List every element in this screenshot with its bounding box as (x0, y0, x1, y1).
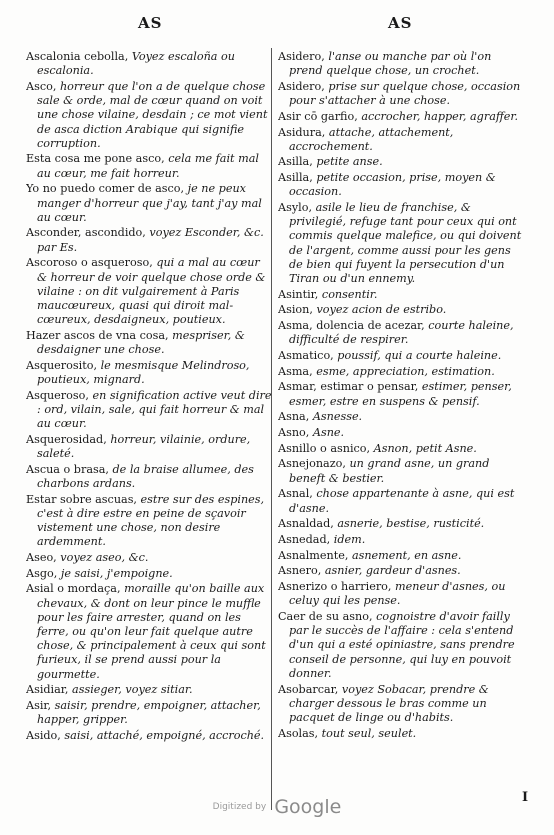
entry-definition: voyez Esconder, &c. par Es. (37, 226, 264, 254)
entry-definition: poussif, qui a courte haleine. (337, 349, 502, 363)
entry-headword: Ascoroso o asqueroso, (26, 256, 157, 270)
entry-headword: Asquerosidad, (26, 432, 111, 446)
entry-headword: Asidiar, (26, 683, 73, 697)
dictionary-entry (26, 359, 272, 387)
running-header (0, 14, 554, 34)
entry-definition: Asnon, petit Asne. (373, 441, 477, 455)
right-column (278, 50, 524, 770)
dictionary-entry (278, 155, 524, 169)
dictionary-entry (26, 729, 272, 743)
dictionary-entry (26, 683, 272, 697)
entry-headword: Asmar, estimar o pensar, (278, 380, 422, 394)
catchword: I (522, 790, 529, 805)
entry-headword: Asintir, (278, 287, 322, 301)
dictionary-entry (278, 442, 524, 456)
entry-headword: Asnal, (278, 487, 317, 501)
entry-definition: voyez acion de estribo. (316, 303, 447, 317)
entry-headword: Estar sobre ascuas, (26, 492, 141, 506)
entry-definition: qui a mal au cœur & horreur de voir quelque chose orde & vilaine : on dit vulgairement à Paris maucœureux, quasi qui diroit mal-cœureux, desdaigneux, poutieux. (37, 256, 266, 327)
entry-definition: voyez Sobacar, prendre & charger dessous le bras comme un pacquet de linge ou d'habits. (289, 682, 489, 724)
entry-definition: je ne peux manger d'horreur que j'ay, tant j'ay mal au cœur. (37, 182, 262, 224)
entry-definition: asile le lieu de franchise, & privilegié, refuge tant pour ceux qui ont commis quelque malefice, ou qui doivent de l'argent, comme aussi pour les gens de bien qui fuyent la persecution d'un Tiran ou d'un ennemy. (289, 201, 522, 286)
dictionary-entry (26, 329, 272, 357)
dictionary-entry (26, 50, 272, 78)
entry-headword: Asgo, (26, 566, 61, 580)
dictionary-entry (278, 365, 524, 379)
entry-definition: cela me fait mal au cœur, me fait horreur. (37, 152, 259, 180)
dictionary-entry (278, 610, 524, 681)
entry-definition: Asnesse. (312, 410, 363, 424)
entry-definition: estimer, penser, esmer, estre en suspens & pensif. (289, 380, 512, 408)
entry-definition: petite occasion, prise, moyen & occasion. (289, 171, 496, 199)
entry-headword: Asolas, (278, 726, 322, 740)
entry-headword: Asnejonazo, (278, 457, 350, 471)
dictionary-entry (278, 410, 524, 424)
entry-definition: horreur que l'on a de quelque chose sale & orde, mal de cœur quand on voit une chose vilaine, desdain ; ce mot vient de asca diction Arabique qui signifie corruption. (37, 79, 268, 150)
dictionary-entry (278, 517, 524, 531)
entry-definition: moraille qu'on baille aux chevaux, & dont on leur pince le muffle pour les faire arrester, quand on les ferre, ou qu'on leur fait quelque autre chose, & principalement à ceux qui sont furieux, il se prend aussi pour la gourmette. (37, 582, 266, 681)
dictionary-entry (278, 80, 524, 108)
dictionary-entry (278, 549, 524, 563)
entry-headword: Ascua o brasa, (26, 462, 113, 476)
entry-headword: Aseo, (26, 550, 61, 564)
entry-definition: saisir, prendre, empoigner, attacher, happer, gripper. (37, 698, 261, 727)
entry-definition: asnier, gardeur d'asnes. (324, 564, 461, 578)
entry-headword: Asylo, (278, 201, 316, 215)
entry-headword: Asial o mordaça, (26, 582, 125, 596)
entry-headword: Asno, (278, 426, 313, 440)
dictionary-entry (26, 699, 272, 727)
entry-definition: de la braise allumee, des charbons ardans. (37, 462, 254, 490)
entry-definition: Voyez escaloña ou escalonia. (37, 50, 235, 78)
entry-definition: le mesmisque Melindroso, poutieux, mignard. (37, 358, 250, 386)
dictionary-entry (278, 288, 524, 302)
digitized-by-text: Digitized by (212, 802, 267, 812)
dictionary-entry (278, 580, 524, 608)
entry-definition: je saisi, j'empoigne. (60, 566, 173, 580)
entry-definition: attache, attachement, accrochement. (289, 125, 454, 153)
entry-definition: prise sur quelque chose, occasion pour s'attacher à une chose. (289, 79, 521, 108)
entry-definition: l'anse ou manche par où l'on prend quelque chose, un crochet. (289, 50, 492, 78)
entry-headword: Asidura, (278, 125, 329, 139)
entry-definition: estre sur des espines, c'est à dire estre en peine de sçavoir vistement une chose, non desire ardemment. (37, 492, 265, 549)
dictionary-entry (278, 349, 524, 363)
entry-headword: Asma, dolencia de acezar, (278, 319, 429, 333)
entry-headword: Asidero, (278, 50, 329, 63)
dictionary-entry (26, 433, 272, 461)
entry-headword: Asnalmente, (278, 548, 352, 562)
entry-headword: Asco, (26, 79, 60, 93)
entry-definition: petite anse. (316, 155, 383, 169)
header-right: AS (388, 14, 413, 32)
entry-definition: idem. (333, 533, 366, 546)
dictionary-entry (278, 533, 524, 547)
entry-definition: courte haleine, difficulté de respirer. (289, 319, 514, 347)
dictionary-entry (26, 551, 272, 565)
left-column (26, 50, 272, 812)
dictionary-entry (26, 493, 272, 550)
entry-definition: esme, appreciation, estimation. (316, 364, 495, 378)
entry-definition: cognoistre d'avoir failly par le succès de l'affaire : cela s'entend d'un qui a esté opiniastre, sans prendre conseil de personne, qui luy en pouvoit donner. (289, 610, 515, 680)
dictionary-entry (26, 226, 272, 254)
dictionary-entry (278, 564, 524, 578)
google-logo: Google (274, 796, 342, 818)
entry-headword: Asma, (278, 364, 317, 378)
entry-definition: un grand asne, un grand beneft & bestier. (289, 457, 490, 485)
entry-headword: Caer de su asno, (278, 610, 377, 624)
entry-headword: Asqueroso, (26, 388, 93, 402)
entry-headword: Esta cosa me pone asco, (26, 152, 169, 166)
entry-definition: asnement, en asne. (351, 548, 462, 562)
entry-headword: Asion, (278, 303, 317, 317)
entry-headword: Asilla, (278, 171, 317, 185)
entry-headword: Asidero, (278, 79, 329, 93)
dictionary-entry (26, 80, 272, 151)
dictionary-entry (26, 152, 272, 180)
entry-headword: Yo no puedo comer de asco, (26, 182, 188, 196)
entry-definition: voyez aseo, &c. (60, 550, 149, 564)
dictionary-entry (278, 380, 524, 408)
entry-headword: Asido, (26, 728, 65, 742)
dictionary-entry (26, 182, 272, 225)
entry-definition: accrocher, happer, agraffer. (361, 109, 519, 123)
dictionary-entry (278, 683, 524, 726)
dictionary-entry (278, 727, 524, 741)
entry-definition: Asne. (312, 426, 345, 440)
entry-headword: Asna, (278, 410, 313, 424)
dictionary-entry (278, 50, 524, 78)
entry-headword: Asilla, (278, 155, 317, 169)
dictionary-entry (26, 256, 272, 327)
entry-headword: Asnedad, (278, 533, 334, 546)
dictionary-entry (278, 487, 524, 515)
entry-definition: consentir. (321, 287, 378, 301)
dictionary-entry (278, 457, 524, 485)
entry-definition: tout seul, seulet. (321, 726, 417, 740)
entry-headword: Ascalonia cebolla, (26, 50, 132, 63)
entry-headword: Asconder, ascondido, (26, 226, 150, 240)
entry-headword: Asobarcar, (278, 682, 342, 696)
dictionary-entry (26, 567, 272, 581)
header-left: AS (138, 14, 163, 32)
entry-headword: Asnerizo o harriero, (278, 580, 396, 594)
entry-headword: Hazer ascos de vna cosa, (26, 328, 173, 342)
dictionary-entry (278, 171, 524, 199)
dictionary-entry (26, 389, 272, 432)
entry-headword: Asmatico, (278, 349, 338, 363)
dictionary-entry (278, 426, 524, 440)
dictionary-entry (278, 319, 524, 347)
entry-headword: Asnero, (278, 564, 325, 578)
entry-definition: saisi, attaché, empoigné, accroché. (64, 728, 265, 742)
entry-definition: asnerie, bestise, rusticité. (337, 517, 485, 531)
dictionary-entry (278, 303, 524, 317)
entry-headword: Asnillo o asnico, (278, 441, 374, 455)
entry-headword: Asnaldad, (278, 517, 338, 531)
entry-definition: assieger, voyez sitiar. (72, 683, 193, 697)
entry-definition: en signification active veut dire : ord, vilain, sale, qui fait horreur & mal au cœur. (37, 388, 272, 431)
entry-headword: Asquerosito, (26, 358, 101, 372)
entry-headword: Asir cō garfio, (278, 109, 362, 123)
entry-definition: chose appartenante à asne, qui est d'asne. (289, 487, 515, 515)
dictionary-entry (26, 582, 272, 681)
entry-definition: meneur d'asnes, ou celuy qui les pense. (289, 580, 506, 608)
digitization-watermark (0, 796, 554, 818)
dictionary-entry (278, 126, 524, 154)
entry-definition: horreur, vilainie, ordure, saleté. (37, 432, 251, 460)
dictionary-entry (278, 201, 524, 286)
dictionary-entry (278, 110, 524, 124)
entry-headword: Asir, (26, 698, 55, 712)
entry-definition: mespriser, & desdaigner une chose. (37, 328, 245, 357)
dictionary-entry (26, 463, 272, 491)
